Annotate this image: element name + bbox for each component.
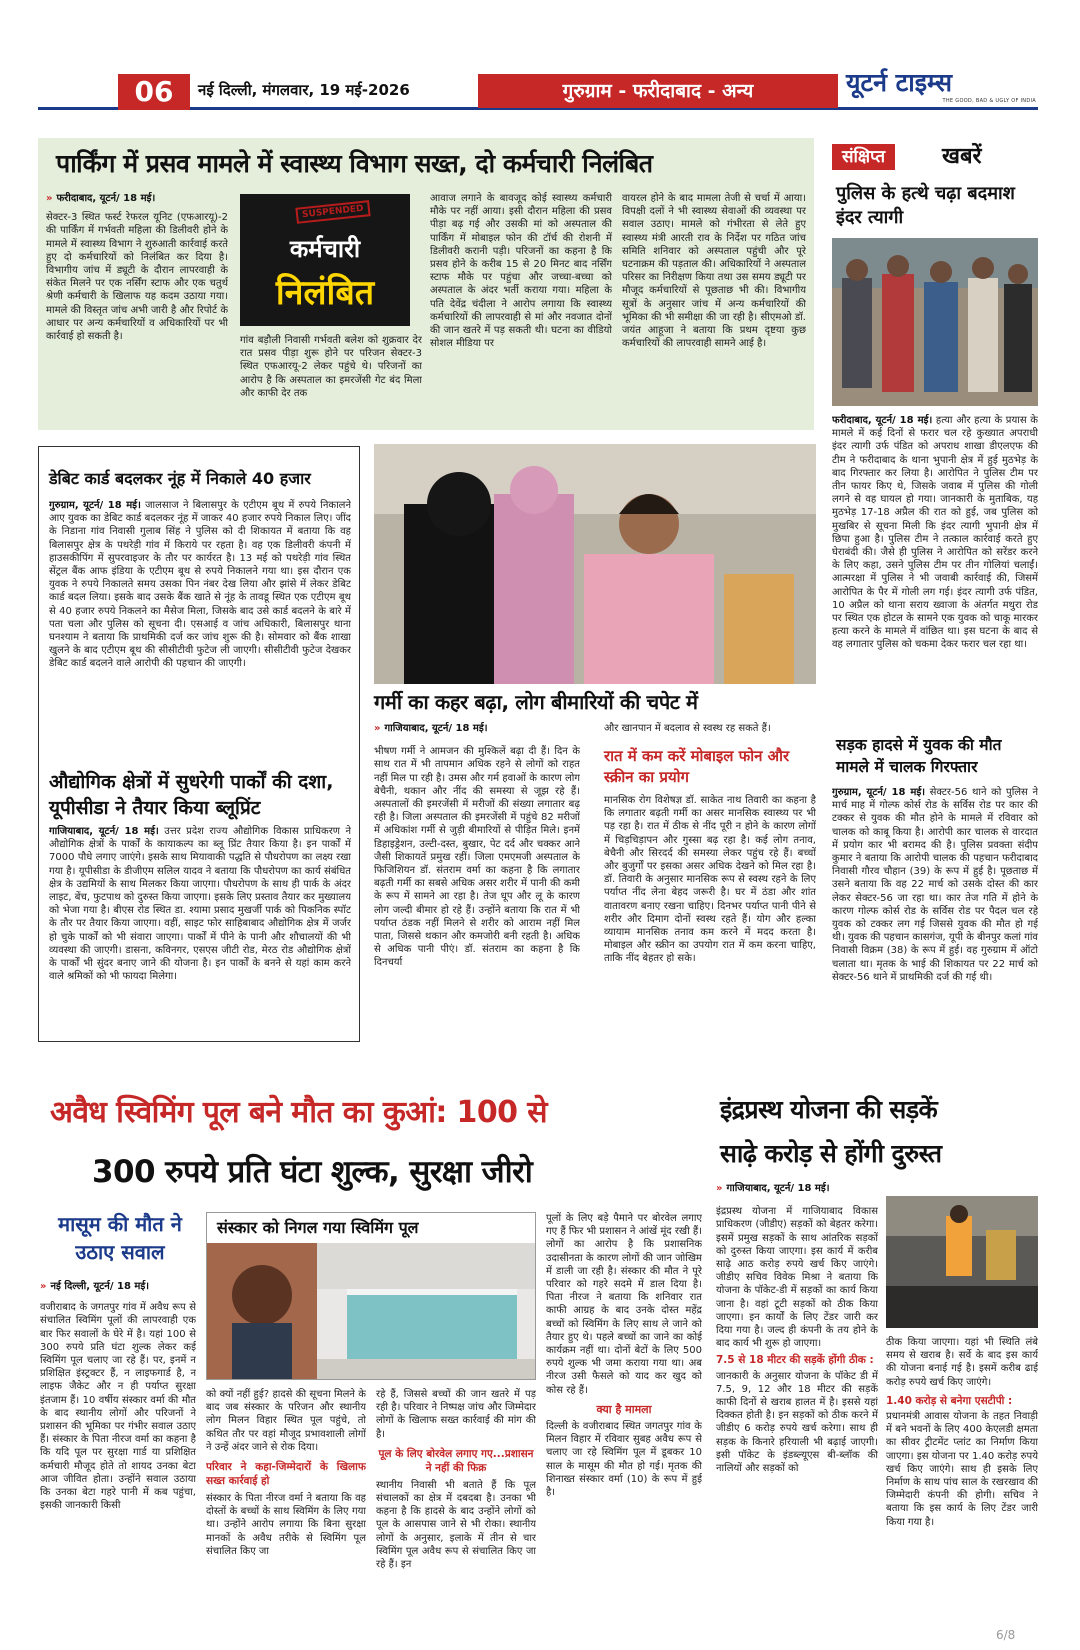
top-story-col2: गांव बड़ौली निवासी गर्भवती बलेश को शुक्रवार देर रात प्रसव पीड़ा शुरू होने पर परिजन सेक्टर-3 स्थित एफआरयू-2 लेकर पहुंचे थे। परिजनों का आरोप है कि अस्पताल का इमरजेंसी गेट बंद मिला और काफी देर तक [240,335,422,399]
sidebar-story2-dateline: गुरुग्राम, यूटर्न/ 18 मई। [832,787,926,798]
sidebar-tag-a: संक्षिप्त [832,144,895,170]
pool-col4 [546,1212,702,1620]
sidebar-story2-body [832,786,1038,1068]
indra-body2b: प्रधानमंत्री आवास योजना के तहत निवाड़ी में बने भवनों के लिए 400 केएलडी क्षमता का सीवर ट्रीटमेंट प्लांट का निर्माण किया जाएगा। इस योजना पर 1.40 करोड़ रुपये खर्च किए जाएंगे। साथ ही इसके लिए निर्माण के साथ पांच साल के रखरखाव की जिम्मेदारी कंपनी की होगी। सचिव ने बताया कि इस कार्य के लिए टेंडर जारी किया गया है। [886,1411,1038,1528]
top-story-headline: पार्किंग में प्रसव मामले में स्वास्थ्य विभाग सख्त, दो कर्मचारी निलंबित [56,149,653,178]
parks-body [49,825,351,1037]
debit-dateline: गुरुग्राम, यूटर्न/ 18 मई। [49,500,141,511]
badge-line2: निलंबित [275,273,375,313]
indra-headline-1: इंद्रप्रस्थ योजना की सड़कें [720,1095,938,1124]
top-story [38,138,814,430]
pool-body3: रहे हैं, जिससे बच्चों की जान खतरे में पड़ रही है। परिवार ने निष्पक्ष जांच और जिम्मेदार लोगों के खिलाफ सख्त कार्रवाई की मांग की है। [376,1389,536,1440]
suspended-badge [240,194,410,326]
top-story-col3: आवाज लगाने के बावजूद कोई स्वास्थ्य कर्मचारी मौके पर नहीं आया। इसी दौरान महिला की प्रसव पीड़ा बढ़ गई और उसकी मां को अस्पताल की पार्किंग में मोबाइल फोन की टॉर्च की रोशनी में डिलीवरी करानी पड़ी। परिजनों का कहना है कि प्रसव होने के करीब 15 से 20 मिनट बाद नर्सिंग स्टाफ मौके पर पहुंचा और जच्चा-बच्चा को अस्पताल के अंदर भर्ती कराया गया। महिला के पति देवेंद्र चंदीला ने आरोप लगाया कि स्वास्थ्य कर्मचारियों की लापरवाही से मां और नवजात दोनों की जान खतरे में पड़ सकती थी। घटना का वीडियो सोशल मीडिया पर [430,193,612,350]
logo-tagline: THE GOOD, BAD & UGLY OF INDIA [942,98,1036,104]
pool-body2b: संस्कार के पिता नीरज वर्मा ने बताया कि वह दोस्तों के बच्चों के साथ स्विमिंग के लिए गया था। उन्होंने आरोप लगाया कि बिना सुरक्षा मानकों के अवैध तरीके से स्विमिंग पूल संचालित किए जा [206,1493,366,1557]
debit-headline: डेबिट कार्ड बदलकर नूंह में निकाले 40 हजार [49,469,311,488]
sidebar-story2-text: सेक्टर-56 थाने को पुलिस ने मार्च माह में गोल्फ कोर्स रोड के सर्विस रोड पर कार की टक्कर से युवक की मौत होने के मामले में रविवार को चालक को काबू किया है। आरोपी कार चालक से वारदात में प्रयोग कार भी बरामद की है। पुलिस प्रवक्ता संदीप कुमार ने बताया कि आरोपी चालक की पहचान फरीदाबाद निवासी गौरव चौहान (39) के रूप में हुई है। पूछताछ में उसने बताया कि वह 22 मार्च को उसके दोस्त की कार लेकर सेक्टर-56 जा रहा था। कार तेज गति में होने के कारण गोल्फ कोर्स रोड के सर्विस रोड पर पैदल चल रहे युवक को टक्कर लग गई जिससे युवक की मौत हो गई थी। युवक की पहचान कासगंज, यूपी के बीनपुर कलां गांव निवासी विक्रम (38) के रूप में हुई। वह गुरुग्राम में ऑटो चलाता था। मृतक के भाई की शिकायत पर 22 मार्च को सेक्टर-56 थाने में प्राथमिकी दर्ज की गई थी। [832,787,1038,983]
pool-body2: को क्यों नहीं हुई? हादसे की सूचना मिलने के बाद जब संस्कार के परिजन और स्थानीय लोग मिलन विहार स्थित पूल पहुंचे, तो कथित तौर पर वहां मौजूद प्रभावशाली लोगों ने उन्हें अंदर जाने से रोक दिया। [206,1389,366,1453]
pool-photo-caption: संस्कार को निगल गया स्विमिंग पूल [217,1218,419,1237]
suspended-stamp: SUSPENDED [295,200,370,224]
top-story-col4: वायरल होने के बाद मामला तेजी से चर्चा में आया। विपक्षी दलों ने भी स्वास्थ्य सेवाओं की व्यवस्था पर सवाल उठाए। मामले को गंभीरता से लेते हुए स्वास्थ्य मंत्री आरती राव के निर्देश पर गठित जांच समिति शनिवार को अस्पताल पहुंची और पूरे घटनाक्रम की पड़ताल की। अधिकारियों ने अस्पताल परिसर का निरीक्षण किया तथा उस समय ड्यूटी पर मौजूद कर्मचारियों से पूछताछ भी की। विभागीय सूत्रों के अनुसार जांच में अन्य कर्मचारियों की भूमिका की भी समीक्षा की जा रही है। सीएमओ डॉ. जयंत आहूजा ने बताया कि प्रथम दृष्टया कुछ कर्मचारियों की लापरवाही सामने आई है। [622,193,806,350]
section-banner: गुरुग्राम - फरीदाबाद - अन्य [478,74,838,108]
top-story-body1: सेक्टर-3 स्थित फर्स्ट रेफरल यूनिट (एफआरयू)-2 की पार्किंग में गर्भवती महिला की डिलीवरी होने के मामले में स्वास्थ्य विभाग ने शुरुआती कार्रवाई करते हुए दो कर्मचारियों को निलंबित कर दिया है। विभागीय जांच में ड्यूटी के दौरान लापरवाही के संकेत मिलने पर एक नर्सिंग स्टाफ और एक चतुर्थ श्रेणी कर्मचारी के खिलाफ यह कदम उठाया गया। मामले की विस्तृत जांच अभी जारी है और रिपोर्ट के आधार पर अन्य कर्मचारियों व अधिकारियों पर भी कार्रवाई हो सकती है। [46,212,228,343]
heat-photo [374,444,816,684]
pool-body4: पूलों के लिए बड़े पैमाने पर बोरवेल लगाए गए हैं फिर भी प्रशासन ने आंखें मूंद रखी हैं। लोगों का आरोप है कि प्रशासनिक उदासीनता के कारण लोगों की जान जोखिम में डाली जा रही है। संस्कार की मौत ने पूरे परिवार को गहरे सदमे में डाल दिया है। पिता नीरज ने बताया कि शनिवार रात काफी आग्रह के बाद उनके दोस्त महेंद्र बच्चों को स्विमिंग के लिए साथ ले जाने को तैयार हुए थे। पहले बच्चों का जाने का कोई कार्यक्रम नहीं था। दोनों बेटों के लिए 500 रुपये शुल्क भी जमा कराया गया था। अब नीरज उसी फैसले को याद कर खुद को कोस रहे हैं। [546,1213,702,1396]
pool-dateline: नई दिल्ली, यूटर्न/ 18 मई। [50,1281,150,1292]
heat-headline: गर्मी का कहर बढ़ा, लोग बीमारियों की चपेट में [374,690,698,714]
sidebar-story1-dateline: फरीदाबाद, यूटर्न/ 18 मई। [832,415,933,426]
pool-col2 [206,1388,366,1620]
heat-subhead: रात में कम करें मोबाइल फोन और स्क्रीन का प्रयोग [604,747,790,786]
debit-body [49,499,351,771]
indra-col1: » गाजियाबाद, यूटर्न/ 18 मई। इंद्रप्रस्थ योजना में गाजियाबाद विकास प्राधिकरण (जीडीए) सड़कों को बेहतर करेगा। इसमें प्रमुख सड़कों के साथ आंतरिक सड़कों को दुरुस्त किया जाएगा। इस कार्य में करीब साढ़े आठ करोड़ रुपये खर्च किए जाएंगे। जीडीए सचिव विवेक मिश्रा ने बताया कि योजना के पॉकेट-डी में सड़कों का कार्य किया जाना है। वहां टूटी सड़कों को ठीक किया जाएगा। इन कार्यों के लिए टेंडर जारी कर दिया गया है। जल्द ही कंपनी के तय होने के बाद कार्य भी शुरू हो जाएगा। 7.5 से 18 मीटर की सड़कें होंगी ठीक : जानकारी के अनुसार योजना के पॉकेट डी में 7.5, 9, 12 और 18 मीटर की सड़कें काफी दिनों से खराब हालत में है। इससे यहां दिक्कत होती है। इन सड़कों को ठीक करने में जीडीए 6 करोड़ रुपये खर्च करेगा। साथ ही सड़क के किनारे हरियाली भी बढ़ाई जाएगी। इसी पॉकेट के इंडब्ल्यूएस बी-ब्लॉक की नालियों और सड़कों को [716,1183,878,1475]
sidebar-tag [832,144,1038,170]
pool-body1: वजीराबाद के जगतपुर गांव में अवैध रूप से संचालित स्विमिंग पूलों की लापरवाही एक बार फिर सवालों के घेरे में है। यहां 100 से 300 रुपये प्रति घंटा शुल्क लेकर कई स्विमिंग पूल चलाए जा रहे हैं। पर, इनमें न प्रशिक्षित इंस्ट्रक्टर हैं, न लाइफगार्ड है, न लाइफ जैकेट और न ही पर्याप्त सुरक्षा इंतजाम हैं। 10 वर्षीय संस्कार वर्मा की मौत के बाद स्थानीय लोगों और परिजनों ने प्रशासन की भूमिका पर गंभीर सवाल उठाए हैं। संस्कार के पिता नीरज वर्मा का कहना है कि यदि पूल पर सुरक्षा गार्ड या प्रशिक्षित कर्मचारी मौजूद होते तो शायद उनका बेटा आज जीवित होता। उन्होंने सवाल उठाया कि उनका बेटा गहरे पानी में कब पहुंचा, इसकी जानकारी किसी [40,1302,196,1512]
pool-sub1: परिवार ने कहा-जिम्मेदारों के खिलाफ सख्त कार्रवाई हो [206,1461,366,1488]
parks-text: उत्तर प्रदेश राज्य औद्योगिक विकास प्राधिकरण ने औद्योगिक क्षेत्रों के पार्कों के कायाकल्प का ब्लू प्रिंट तैयार किया है। इन पार्कों में 7000 पौधे लगाए जाएंगे। इसके साथ मियावाकी पद्धति से पौधरोपण का लक्ष्य रखा गया है। यूपीसीडा के डीजीएम सलिल यादव ने बताया कि पौधरोपण का कार्य संबंधित क्षेत्र के उद्यमियों के साथ मिलकर किया जाएगा। पौधरोपण के साथ ही पार्क के अंदर लाइट, बेंच, फुटपाथ को दुरुस्त किया जाएगा। इसके लिए प्रस्ताव तैयार कर मुख्यालय को भेजा गया है। बीएस रोड स्थित डा. श्यामा प्रसाद मुखर्जी पार्क को पिकनिक स्पॉट के तौर पर तैयार किया जाएगा। वहीं, साइट फोर साहिबाबाद औद्योगिक क्षेत्र में जर्जर हो चुके पार्कों को भी संवारा जाएगा। पार्कों में पीने के पानी और शौचालयों की भी व्यवस्था की जाएगी। डासना, कविनगर, एसएस जीटी रोड, मेरठ रोड औद्योगिक क्षेत्रों के पार्कों भी सुंदर बनाए जाने की योजना है। इन पार्कों के बनने से यहां काम करने वाले श्रमिकों को भी फायदा मिलेगा। [49,826,351,983]
parks-headline: औद्योगिक क्षेत्रों में सुधरेगी पार्कों की दशा, यूपीसीडा ने तैयार किया ब्लूप्रिंट [49,771,334,819]
badge-line1: कर्मचारी [289,235,361,263]
pool-sub3: क्या है मामला [596,1402,652,1416]
sidebar-story1-text: हत्या और हत्या के प्रयास के मामले में कई दिनों से फरार चल रहे कुख्यात अपराधी इंदर त्यागी उर्फ पंडित को अपराध शाखा डीएलएफ की टीम ने फरीदाबाद के थाना भुपानी क्षेत्र में हुई मुठभेड़ के बाद गिरफ्तार कर लिया है। आरोपित ने पुलिस टीम पर तीन फायर किए थे, जिसके जवाब में पुलिस की गोली लगने से वह घायल हो गया। जानकारी के मुताबिक, यह मुठभेड़ 17-18 अप्रैल की रात को हुई, जब पुलिस को मुखबिर से सूचना मिली कि इंदर त्यागी भुपानी क्षेत्र में छिपा हुआ है। पुलिस टीम ने तत्काल कार्रवाई करते हुए घेराबंदी की। जैसे ही पुलिस ने आरोपित को सरेंडर करने के लिए कहा, उसने पुलिस टीम पर तीन गोलियां चलाईं। आत्मरक्षा में पुलिस ने भी जवाबी कार्रवाई की, जिसमें आरोपित के पैर में गोली लग गई। इंदर त्यागी उर्फ पंडित, 10 अप्रैल को थाना सराय ख्वाजा के अंतर्गत मथुरा रोड पर स्थित एक होटल के सामने एक युवक को चाकू मारकर हत्या करने के मामले में वांछित था। इस घटना के बाद से वह लगातार पुलिस को चकमा देकर फरार चल रहा था। [832,415,1038,651]
heat-body1: भीषण गर्मी ने आमजन की मुश्किलें बढ़ा दी हैं। दिन के साथ रात में भी तापमान अधिक रहने से लोगों को राहत नहीं मिल पा रही है। उमस और गर्म हवाओं के कारण लोग बेचैनी, थकान और नींद की समस्या से जूझ रहे हैं। अस्पतालों की इमरजेंसी में मरीजों की संख्या लगातार बढ़ रही है। जिला अस्पताल की इमरजेंसी में पहुंचे 82 मरीजों में अधिकांश गर्मी से जुड़ी बीमारियों से पीड़ित मिले। इनमें डिहाइड्रेशन, उल्टी-दस्त, बुखार, पेट दर्द और चक्कर आने जैसी शिकायतें प्रमुख रहीं। जिला एमएमजी अस्पताल के फिजिशियन डॉ. संतराम वर्मा का कहना है कि लगातार बढ़ती गर्मी का सबसे अधिक असर शरीर में पानी की कमी के रूप में सामने आ रहा है। तेज धूप और लू के कारण लोग जल्दी बीमार हो रहे हैं। उन्होंने बताया कि रात में भी पर्याप्त ठंडक नहीं मिलने से शरीर को आराम नहीं मिल पाता, जिससे थकान और कमजोरी बनी रहती है। अधिक से अधिक पानी पीएं। डॉ. संतराम का कहना है कि दिनचर्या [374,746,580,969]
sidebar [832,138,1038,1068]
pool-photo-box [206,1212,536,1380]
sidebar-story1-headline: पुलिस के हत्थे चढ़ा बदमाश इंदर त्यागी [836,183,1015,228]
indra-body2: ठीक किया जाएगा। यहां भी स्थिति लंबे समय से खराब है। सर्वे के बाद इस कार्य की योजना बनाई गई है। इसमें करीब ढाई करोड़ रुपये खर्च किए जाएंगे। [886,1337,1038,1388]
pool-photo [207,1243,536,1380]
heat-col2-top: और खानपान में बदलाव से स्वस्थ रह सकते हैं। [604,723,771,734]
pool-col1: » नई दिल्ली, यूटर्न/ 18 मई। वजीराबाद के जगतपुर गांव में अवैध रूप से संचालित स्विमिंग पूलों की लापरवाही एक बार फिर सवालों के घेरे में है। यहां 100 से 300 रुपये प्रति घंटा शुल्क लेकर कई स्विमिंग पूल चलाए जा रहे हैं। पर, इनमें न प्रशिक्षित इंस्ट्रक्टर हैं, न लाइफगार्ड है, न लाइफ जैकेट और न ही पर्याप्त सुरक्षा इंतजाम हैं। 10 वर्षीय संस्कार वर्मा की मौत के बाद स्थानीय लोगों और परिजनों ने प्रशासन की भूमिका पर गंभीर सवाल उठाए हैं। संस्कार के पिता नीरज वर्मा का कहना है कि यदि पूल पर सुरक्षा गार्ड या प्रशिक्षित कर्मचारी मौजूद होते तो शायद उनका बेटा आज जीवित होता। उन्होंने सवाल उठाया कि उनका बेटा गहरे पानी में कब पहुंचा, इसकी जानकारी किसी [40,1281,196,1512]
top-story-dateline: फरीदाबाद, यूटर्न/ 18 मई। [56,193,156,204]
indra-sub1: 7.5 से 18 मीटर की सड़कें होंगी ठीक : [716,1354,874,1367]
page-header [38,60,1038,110]
pool-sub2: पूल के लिए बोरवेल लगाए गए...प्रशासन ने नहीं की फिक्र [378,1447,534,1474]
logo-text: यूटर्न टाइम्स [846,68,953,97]
page-counter: 6/8 [996,1628,1016,1642]
indra-col2 [886,1336,1038,1620]
indra-body1b: जानकारी के अनुसार योजना के पॉकेट डी में 7.5, 9, 12 और 18 मीटर की सड़कें काफी दिनों से खराब हालत में है। इससे यहां दिक्कत होती है। इन सड़कों को ठीक करने में जीडीए 6 करोड़ रुपये खर्च करेगा। साथ ही सड़क के किनारे हरियाली भी बढ़ाई जाएगी। इसी पॉकेट के इंडब्ल्यूएस बी-ब्लॉक की नालियों और सड़कों को [716,1370,878,1475]
heat-col1: » गाजियाबाद, यूटर्न/ 18 मई। भीषण गर्मी ने आमजन की मुश्किलें बढ़ा दी हैं। दिन के साथ रात में भी तापमान अधिक रहने से लोगों को राहत नहीं मिल पा रही है। उमस और गर्म हवाओं के कारण लोग बेचैनी, थकान और नींद की समस्या से जूझ रहे हैं। अस्पतालों की इमरजेंसी में मरीजों की संख्या लगातार बढ़ रही है। जिला अस्पताल की इमरजेंसी में पहुंचे 82 मरीजों में अधिकांश गर्मी से जुड़ी बीमारियों से पीड़ित मिले। इनमें डिहाइड्रेशन, उल्टी-दस्त, बुखार, पेट दर्द और चक्कर आने जैसी शिकायतें प्रमुख रहीं। जिला एमएमजी अस्पताल के फिजिशियन डॉ. संतराम वर्मा का कहना है कि लगातार बढ़ती गर्मी का सबसे अधिक असर शरीर में पानी की कमी के रूप में सामने आ रहा है। तेज धूप और लू के कारण लोग जल्दी बीमार हो रहे हैं। उन्होंने बताया कि रात में भी पर्याप्त ठंडक नहीं मिलने से शरीर को आराम नहीं मिल पाता, जिससे थकान और कमजोरी बनी रहती है। अधिक से अधिक पानी पीएं। डॉ. संतराम का कहना है कि दिनचर्या [374,723,580,969]
debit-text: जालसाज ने बिलासपुर के एटीएम बूथ में रुपये निकालने आए युवक का डेबिट कार्ड बदलकर नूंह में जाकर 40 हजार रुपये निकाल लिए। जींद के निडाना गांव निवासी गुलाब सिंह ने पुलिस को दी शिकायत में बताया कि वह बिलासपुर क्षेत्र के पथरेड़ी गांव में किराये पर रहता है। वह एक डिलीवरी कंपनी में हाउसकीपिंग में सुपरवाइजर के तौर पर कार्यरत है। 13 मई को पथरेड़ी गांव स्थित सेंट्रल बैंक आफ इंडिया के एटीएम बूथ से रुपये निकालने गया था। इस दौरान एक युवक ने रुपये निकालते समय उसका पिन नंबर देख लिया और झांसे में लेकर डेबिट कार्ड बदल लिया। इसके बाद उसके बैंक खाते से नूंह के तावडू स्थित एक एटीएम बूथ से 40 हजार रुपये निकलने का मैसेज मिला, जिसके बाद उसे कार्ड बदलने के बारे में पता चला और पुलिस को सूचना दी। एसआई व जांच अधिकारी, बिलासपुर थाना घनश्याम ने बताया कि प्राथमिकी दर्ज कर जांच शुरू की है। सोमवार को बैंक शाखा खुलने के बाद एटीएम बूथ की सीसीटीवी फुटेज ली जाएगी। सीसीटीवी फुटेज देखकर डेबिट कार्ड बदलने वाले आरोपी की पहचान की जाएगी। [49,500,351,670]
heat-dateline: गाजियाबाद, यूटर्न/ 18 मई। [384,723,488,734]
indra-dateline: गाजियाबाद, यूटर्न/ 18 मई। [726,1183,830,1194]
pool-side-headline: मासूम की मौत ने उठाए सवाल [58,1212,182,1264]
heat-col2: मानसिक रोग विशेषज्ञ डॉ. साकेत नाथ तिवारी का कहना है कि लगातार बढ़ती गर्मी का असर मानसिक स्वास्थ्य पर भी पड़ रहा है। रात में ठीक से नींद पूरी न होने के कारण लोगों में चिड़चिड़ापन और गुस्सा बढ़ रहा है। कई लोग तनाव, बेचैनी और सिरदर्द की समस्या लेकर पहुंच रहे हैं। बच्चों और बुजुर्गों पर इसका असर अधिक देखने को मिल रहा है। डॉ. तिवारी के अनुसार मानसिक रूप से स्वस्थ रहने के लिए पर्याप्त नींद लेना बेहद जरूरी है। घर में ठंडा और शांत वातावरण बनाए रखना चाहिए। दिनभर पर्याप्त पानी पीने से शरीर और दिमाग दोनों स्वस्थ रहते हैं। योग और हल्का व्यायाम मानसिक तनाव कम करने में मदद करता है। मोबाइल और स्क्रीन का उपयोग रात में कम करना चाहिए, ताकि नींद बेहतर हो सके। [604,795,816,965]
left-box [38,446,360,1042]
indra-headline-2: साढ़े करोड़ से होंगी दुरुस्त [720,1139,942,1168]
masthead-logo [846,68,1036,108]
parks-dateline: गाजियाबाद, यूटर्न/ 18 मई। [49,826,159,837]
date-line: नई दिल्ली, मंगलवार, 19 मई-2026 [198,81,410,99]
indra-body1: इंद्रप्रस्थ योजना में गाजियाबाद विकास प्राधिकरण (जीडीए) सड़कों को बेहतर करेगा। इसमें प्रमुख सड़कों के साथ आंतरिक सड़कों को दुरुस्त किया जाएगा। इस कार्य में करीब साढ़े आठ करोड़ रुपये खर्च किए जाएंगे। जीडीए सचिव विवेक मिश्रा ने बताया कि योजना के पॉकेट-डी में सड़कों का कार्य किया जाना है। वहां टूटी सड़कों को ठीक किया जाएगा। इन कार्यों के लिए टेंडर जारी कर दिया गया है। जल्द ही कंपनी के तय होने के बाद कार्य भी शुरू हो जाएगा। [716,1206,878,1350]
police-photo [832,238,1038,406]
sidebar-tag-b: खबरें [942,144,982,169]
sidebar-story2-headline: सड़क हादसे में युवक की मौत मामले में चालक गिरफ्तार [836,736,1002,776]
indra-sub2: 1.40 करोड़ से बनेगा एसटीपी : [886,1394,1013,1407]
pool-body3b: स्थानीय निवासी भी बताते हैं कि पूल संचालकों का क्षेत्र में दबदबा है। उनका भी कहना है कि हादसे के बाद उन्होंने लोगों को पूल के आसपास जाने से भी रोका। स्थानीय लोगों के अनुसार, इलाके में तीन से चार स्विमिंग पूल अवैध रूप से संचालित किए जा रहे हैं। इन [376,1479,536,1571]
pool-body4b: दिल्ली के वजीराबाद स्थित जगतपुर गांव के मिलन विहार में रविवार सुबह अवैध रूप से चलाए जा रहे स्विमिंग पूल में डूबकर 10 साल के मासूम की मौत हो गई। मृतक की शिनाख्त संस्कार वर्मा (10) के रूप में हुई है। [546,1421,702,1499]
pool-col3 [376,1388,536,1620]
top-story-col1: » फरीदाबाद, यूटर्न/ 18 मई। सेक्टर-3 स्थित फर्स्ट रेफरल यूनिट (एफआरयू)-2 की पार्किंग में गर्भवती महिला की डिलीवरी होने के मामले में स्वास्थ्य विभाग ने शुरुआती कार्रवाई करते हुए दो कर्मचारियों को निलंबित कर दिया है। विभागीय जांच में ड्यूटी के दौरान लापरवाही के संकेत मिलने पर एक नर्सिंग स्टाफ और एक चतुर्थ श्रेणी कर्मचारी के खिलाफ यह कदम उठाया गया। मामले की विस्तृत जांच अभी जारी है और रिपोर्ट के आधार पर अन्य कर्मचारियों व अधिकारियों पर भी कार्रवाई हो सकती है। [46,193,228,343]
road-photo [886,1196,1038,1328]
pool-headline-2: 300 रुपये प्रति घंटा शुल्क, सुरक्षा जीरो [92,1154,533,1190]
pool-headline-1: अवैध स्विमिंग पूल बने मौत का कुआं: 100 से [50,1095,547,1130]
page-number: 06 [118,74,190,110]
